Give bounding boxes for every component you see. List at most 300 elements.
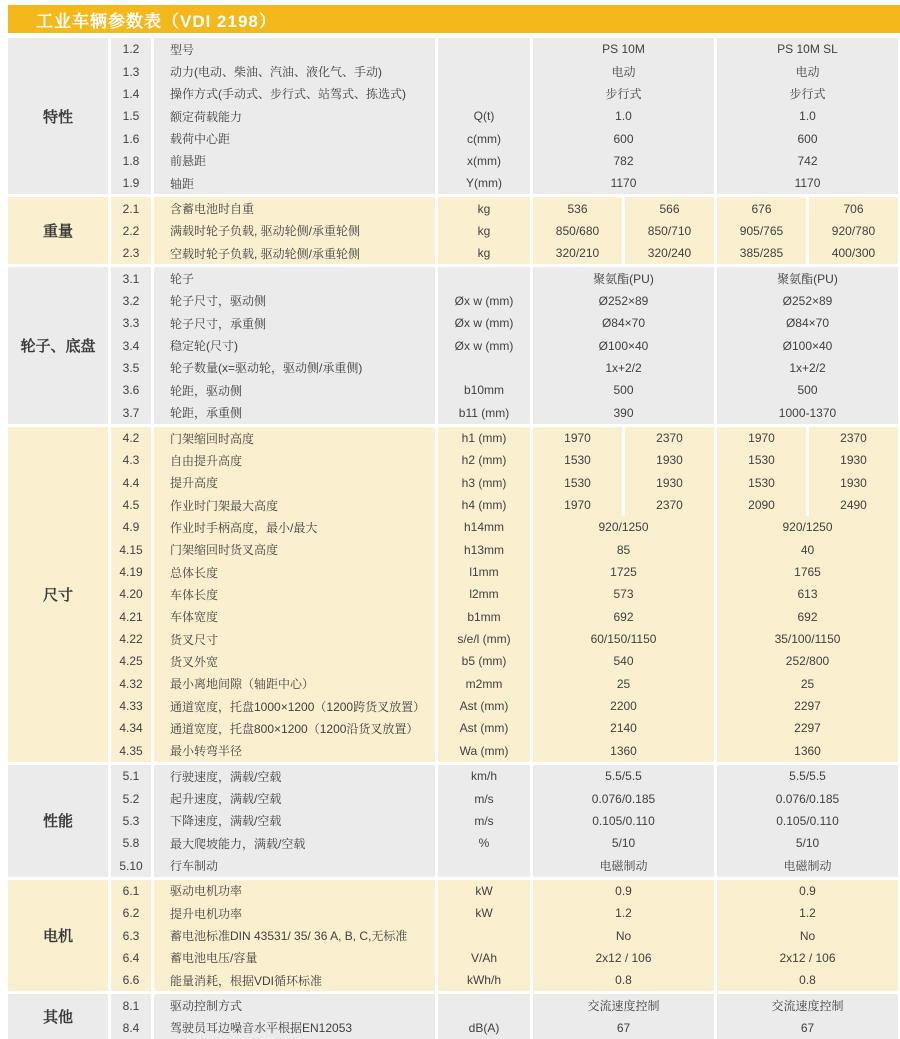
value-cell: 电动 [717, 60, 898, 82]
value-cell: 5/10 [533, 832, 714, 854]
row-number: 1.9 [111, 172, 151, 194]
value-cell: 1360 [717, 740, 898, 762]
value-cell: 600 [717, 127, 898, 149]
row-description: 空载时轮子负载, 驱动轮侧/承重轮侧 [154, 242, 435, 264]
value-cell: 1765 [717, 561, 898, 583]
table-row [111, 924, 898, 946]
row-description: 轮子数量(x=驱动轮，驱动侧/承重侧) [154, 357, 435, 379]
table-row [111, 583, 898, 605]
value-cell: 1.2 [533, 902, 714, 924]
value-cell: 1930 [809, 449, 898, 471]
unit-cell: Q(t) [438, 105, 530, 127]
table-row [111, 740, 898, 762]
value-cell: 320/240 [625, 242, 714, 264]
row-number: 4.9 [111, 516, 151, 538]
table-row [111, 83, 898, 105]
value-cell: 1930 [625, 449, 714, 471]
row-number: 6.1 [111, 880, 151, 902]
value-cell: 5.5/5.5 [533, 765, 714, 787]
section-电机 [8, 880, 898, 992]
unit-cell: % [438, 832, 530, 854]
unit-cell: m/s [438, 810, 530, 832]
value-cell: 0.9 [717, 880, 898, 902]
value-cell: 0.8 [717, 969, 898, 991]
unit-cell: h2 (mm) [438, 449, 530, 471]
value-cell: 1530 [533, 449, 622, 471]
unit-cell [438, 267, 530, 289]
value-cell: 35/100/1150 [717, 628, 898, 650]
row-number: 1.5 [111, 105, 151, 127]
row-description: 作业时手柄高度，最小/最大 [154, 516, 435, 538]
value-cell: 1x+2/2 [717, 357, 898, 379]
unit-cell [438, 994, 530, 1016]
value-cell: 1.0 [717, 105, 898, 127]
value-cell: 500 [533, 379, 714, 401]
value-cell: 500 [717, 379, 898, 401]
section-rows [111, 267, 898, 423]
table-row [111, 902, 898, 924]
row-number: 4.4 [111, 472, 151, 494]
value-cell: 613 [717, 583, 898, 605]
value-cell: 0.105/0.110 [533, 810, 714, 832]
value-cell: Ø84×70 [717, 312, 898, 334]
value-cell: 566 [625, 197, 714, 219]
value-cell: 742 [717, 150, 898, 172]
unit-cell: b5 (mm) [438, 650, 530, 672]
row-number: 4.15 [111, 539, 151, 561]
unit-cell: l2mm [438, 583, 530, 605]
row-number: 4.19 [111, 561, 151, 583]
row-description: 门架缩回时货叉高度 [154, 539, 435, 561]
section-label: 尺寸 [8, 427, 108, 762]
unit-cell: h1 (mm) [438, 427, 530, 449]
unit-cell [438, 357, 530, 379]
unit-cell: h13mm [438, 539, 530, 561]
row-description: 车体长度 [154, 583, 435, 605]
table-row [111, 312, 898, 334]
table-row [111, 402, 898, 424]
row-description: 额定荷载能力 [154, 105, 435, 127]
row-number: 3.6 [111, 379, 151, 401]
value-cell: Ø252×89 [533, 290, 714, 312]
row-number: 3.5 [111, 357, 151, 379]
table-row [111, 516, 898, 538]
row-number: 4.20 [111, 583, 151, 605]
value-cell: 0.105/0.110 [717, 810, 898, 832]
value-cell: 步行式 [717, 83, 898, 105]
row-number: 4.32 [111, 673, 151, 695]
row-number: 3.1 [111, 267, 151, 289]
row-description: 满载时轮子负载, 驱动轮侧/承重轮侧 [154, 220, 435, 242]
value-cell: 1000-1370 [717, 402, 898, 424]
row-number: 6.6 [111, 969, 151, 991]
value-cell: 25 [533, 673, 714, 695]
value-cell: 2297 [717, 717, 898, 739]
value-cell: 1970 [533, 494, 622, 516]
section-rows [111, 880, 898, 992]
row-description: 提升电机功率 [154, 902, 435, 924]
row-number: 5.10 [111, 854, 151, 876]
table-row [111, 379, 898, 401]
row-description: 行车制动 [154, 854, 435, 876]
row-number: 1.3 [111, 60, 151, 82]
table-row [111, 449, 898, 471]
table-row [111, 880, 898, 902]
table-row [111, 472, 898, 494]
value-cell: 电磁制动 [717, 854, 898, 876]
row-description: 轮子尺寸，承重侧 [154, 312, 435, 334]
value-cell: 1530 [717, 449, 806, 471]
value-cell: 1530 [717, 472, 806, 494]
table-row [111, 38, 898, 60]
row-number: 1.2 [111, 38, 151, 60]
value-cell: 2370 [625, 427, 714, 449]
table-row [111, 150, 898, 172]
section-rows [111, 38, 898, 194]
table-row [111, 1017, 898, 1039]
unit-cell: h3 (mm) [438, 472, 530, 494]
value-cell: Ø100×40 [533, 334, 714, 356]
value-cell: 2x12 / 106 [533, 947, 714, 969]
section-label: 其他 [8, 994, 108, 1039]
value-cell: 交流速度控制 [717, 994, 898, 1016]
value-cell: 40 [717, 539, 898, 561]
row-description: 通道宽度，托盘800×1200（1200沿货叉放置） [154, 717, 435, 739]
row-number: 2.1 [111, 197, 151, 219]
row-description: 动力(电动、柴油、汽油、液化气、手动) [154, 60, 435, 82]
value-cell: 252/800 [717, 650, 898, 672]
row-description: 最小转弯半径 [154, 740, 435, 762]
section-其他 [8, 994, 898, 1039]
row-description: 蓄电池电压/容量 [154, 947, 435, 969]
value-cell: 573 [533, 583, 714, 605]
row-description: 载荷中心距 [154, 127, 435, 149]
value-cell: 聚氨酯(PU) [533, 267, 714, 289]
value-cell: 706 [809, 197, 898, 219]
value-cell: 1.0 [533, 105, 714, 127]
row-description: 轮距，驱动侧 [154, 379, 435, 401]
section-label: 重量 [8, 197, 108, 264]
unit-cell: s/e/l (mm) [438, 628, 530, 650]
value-cell: 320/210 [533, 242, 622, 264]
unit-cell: c(mm) [438, 127, 530, 149]
value-cell: 1930 [809, 472, 898, 494]
value-cell: 1170 [533, 172, 714, 194]
row-description: 驱动控制方式 [154, 994, 435, 1016]
value-cell: 0.9 [533, 880, 714, 902]
spec-table [8, 38, 898, 1039]
unit-cell [438, 924, 530, 946]
value-cell: 920/1250 [533, 516, 714, 538]
table-row [111, 787, 898, 809]
row-description: 驱动电机功率 [154, 880, 435, 902]
row-number: 5.1 [111, 765, 151, 787]
table-row [111, 172, 898, 194]
row-number: 5.8 [111, 832, 151, 854]
value-cell: No [533, 924, 714, 946]
value-cell: 25 [717, 673, 898, 695]
row-description: 操作方式(手动式、步行式、站驾式、拣选式) [154, 83, 435, 105]
unit-cell: b11 (mm) [438, 402, 530, 424]
table-row [111, 628, 898, 650]
section-rows [111, 994, 898, 1039]
value-cell: 0.076/0.185 [717, 787, 898, 809]
value-cell: PS 10M [533, 38, 714, 60]
section-rows [111, 427, 898, 762]
unit-cell: h14mm [438, 516, 530, 538]
unit-cell [438, 83, 530, 105]
value-cell: Ø100×40 [717, 334, 898, 356]
table-row [111, 427, 898, 449]
unit-cell: dB(A) [438, 1017, 530, 1039]
value-cell: 5/10 [717, 832, 898, 854]
row-description: 起升速度，满载/空载 [154, 787, 435, 809]
row-number: 4.35 [111, 740, 151, 762]
row-number: 1.6 [111, 127, 151, 149]
row-description: 稳定轮(尺寸) [154, 334, 435, 356]
value-cell: 2x12 / 106 [717, 947, 898, 969]
page-title-bar [8, 5, 900, 33]
value-cell: 905/765 [717, 220, 806, 242]
value-cell: 67 [533, 1017, 714, 1039]
row-number: 1.4 [111, 83, 151, 105]
section-轮子、底盘 [8, 267, 898, 423]
value-cell: 692 [533, 606, 714, 628]
row-number: 8.1 [111, 994, 151, 1016]
value-cell: PS 10M SL [717, 38, 898, 60]
value-cell: 692 [717, 606, 898, 628]
value-cell: 1970 [717, 427, 806, 449]
row-description: 驾驶员耳边噪音水平根据EN12053 [154, 1017, 435, 1039]
value-cell: 5.5/5.5 [717, 765, 898, 787]
row-description: 前悬距 [154, 150, 435, 172]
row-number: 3.4 [111, 334, 151, 356]
unit-cell: x(mm) [438, 150, 530, 172]
row-number: 4.34 [111, 717, 151, 739]
value-cell: Ø252×89 [717, 290, 898, 312]
value-cell: 电动 [533, 60, 714, 82]
table-row [111, 357, 898, 379]
unit-cell: Ast (mm) [438, 695, 530, 717]
unit-cell: kW [438, 880, 530, 902]
section-label: 特性 [8, 38, 108, 194]
section-rows [111, 765, 898, 877]
table-row [111, 127, 898, 149]
unit-cell [438, 38, 530, 60]
value-cell: 782 [533, 150, 714, 172]
value-cell: 1x+2/2 [533, 357, 714, 379]
unit-cell: m/s [438, 787, 530, 809]
row-number: 4.33 [111, 695, 151, 717]
row-description: 含蓄电池时自重 [154, 197, 435, 219]
value-cell: 2370 [625, 494, 714, 516]
row-number: 2.2 [111, 220, 151, 242]
table-row [111, 650, 898, 672]
row-description: 总体长度 [154, 561, 435, 583]
value-cell: 676 [717, 197, 806, 219]
row-number: 4.21 [111, 606, 151, 628]
unit-cell: V/Ah [438, 947, 530, 969]
row-description: 轮子 [154, 267, 435, 289]
row-number: 6.4 [111, 947, 151, 969]
value-cell: 60/150/1150 [533, 628, 714, 650]
table-row [111, 810, 898, 832]
value-cell: 1.2 [717, 902, 898, 924]
value-cell: 920/780 [809, 220, 898, 242]
section-rows [111, 197, 898, 264]
unit-cell: h4 (mm) [438, 494, 530, 516]
row-description: 提升高度 [154, 472, 435, 494]
row-number: 4.5 [111, 494, 151, 516]
table-row [111, 105, 898, 127]
unit-cell: Øx w (mm) [438, 312, 530, 334]
value-cell: 2370 [809, 427, 898, 449]
table-row [111, 267, 898, 289]
row-description: 最大爬坡能力，满载/空载 [154, 832, 435, 854]
row-description: 轮子尺寸，驱动侧 [154, 290, 435, 312]
table-row [111, 717, 898, 739]
unit-cell [438, 854, 530, 876]
row-number: 6.3 [111, 924, 151, 946]
row-description: 门架缩回时高度 [154, 427, 435, 449]
value-cell: 步行式 [533, 83, 714, 105]
unit-cell: m2mm [438, 673, 530, 695]
row-description: 蓄电池标准DIN 43531/ 35/ 36 A, B, C,无标准 [154, 924, 435, 946]
unit-cell: b1mm [438, 606, 530, 628]
table-row [111, 854, 898, 876]
value-cell: 85 [533, 539, 714, 561]
unit-cell: Wa (mm) [438, 740, 530, 762]
value-cell: 400/300 [809, 242, 898, 264]
section-label: 轮子、底盘 [8, 267, 108, 423]
row-description: 货叉外宽 [154, 650, 435, 672]
value-cell: 1725 [533, 561, 714, 583]
row-number: 2.3 [111, 242, 151, 264]
row-number: 4.3 [111, 449, 151, 471]
value-cell: 1970 [533, 427, 622, 449]
section-性能 [8, 765, 898, 877]
value-cell: 1360 [533, 740, 714, 762]
value-cell: 390 [533, 402, 714, 424]
row-number: 4.2 [111, 427, 151, 449]
row-description: 轮距，承重侧 [154, 402, 435, 424]
row-number: 3.2 [111, 290, 151, 312]
section-特性 [8, 38, 898, 194]
value-cell: 0.076/0.185 [533, 787, 714, 809]
value-cell: 交流速度控制 [533, 994, 714, 1016]
unit-cell: Y(mm) [438, 172, 530, 194]
row-description: 货叉尺寸 [154, 628, 435, 650]
unit-cell: km/h [438, 765, 530, 787]
value-cell: 1930 [625, 472, 714, 494]
table-row [111, 197, 898, 219]
table-row [111, 606, 898, 628]
row-description: 通道宽度，托盘1000×1200（1200跨货叉放置） [154, 695, 435, 717]
table-row [111, 220, 898, 242]
table-row [111, 765, 898, 787]
table-row [111, 290, 898, 312]
unit-cell: l1mm [438, 561, 530, 583]
value-cell: 2140 [533, 717, 714, 739]
row-number: 3.3 [111, 312, 151, 334]
table-row [111, 60, 898, 82]
table-row [111, 994, 898, 1016]
section-尺寸 [8, 427, 898, 762]
value-cell: 2200 [533, 695, 714, 717]
value-cell: 540 [533, 650, 714, 672]
table-row [111, 561, 898, 583]
unit-cell: kW [438, 902, 530, 924]
row-description: 轴距 [154, 172, 435, 194]
row-number: 3.7 [111, 402, 151, 424]
unit-cell: Øx w (mm) [438, 290, 530, 312]
table-row [111, 695, 898, 717]
value-cell: 2490 [809, 494, 898, 516]
section-label: 电机 [8, 880, 108, 992]
row-number: 5.2 [111, 787, 151, 809]
page-title: 工业车辆参数表（VDI 2198） [36, 11, 277, 31]
table-row [111, 969, 898, 991]
section-重量 [8, 197, 898, 264]
value-cell: 2090 [717, 494, 806, 516]
unit-cell [438, 60, 530, 82]
row-number: 8.4 [111, 1017, 151, 1039]
table-row [111, 242, 898, 264]
unit-cell: kg [438, 197, 530, 219]
row-description: 自由提升高度 [154, 449, 435, 471]
value-cell: 385/285 [717, 242, 806, 264]
value-cell: 聚氨酯(PU) [717, 267, 898, 289]
row-description: 最小离地间隙（轴距中心） [154, 673, 435, 695]
section-label: 性能 [8, 765, 108, 877]
unit-cell: Ast (mm) [438, 717, 530, 739]
value-cell: 2297 [717, 695, 898, 717]
value-cell: 电磁制动 [533, 854, 714, 876]
row-description: 型号 [154, 38, 435, 60]
value-cell: 600 [533, 127, 714, 149]
value-cell: 850/680 [533, 220, 622, 242]
value-cell: Ø84×70 [533, 312, 714, 334]
unit-cell: kg [438, 220, 530, 242]
table-row [111, 334, 898, 356]
table-row [111, 832, 898, 854]
row-number: 6.2 [111, 902, 151, 924]
row-number: 4.25 [111, 650, 151, 672]
unit-cell: Øx w (mm) [438, 334, 530, 356]
value-cell: 920/1250 [717, 516, 898, 538]
value-cell: 1530 [533, 472, 622, 494]
unit-cell: kWh/h [438, 969, 530, 991]
unit-cell: kg [438, 242, 530, 264]
row-description: 作业时门架最大高度 [154, 494, 435, 516]
table-row [111, 539, 898, 561]
row-description: 行驶速度，满载/空载 [154, 765, 435, 787]
value-cell: 536 [533, 197, 622, 219]
row-description: 能量消耗，根据VDI循环标准 [154, 969, 435, 991]
row-number: 4.22 [111, 628, 151, 650]
table-row [111, 947, 898, 969]
value-cell: No [717, 924, 898, 946]
row-number: 1.8 [111, 150, 151, 172]
value-cell: 67 [717, 1017, 898, 1039]
table-row [111, 494, 898, 516]
row-number: 5.3 [111, 810, 151, 832]
value-cell: 1170 [717, 172, 898, 194]
table-row [111, 673, 898, 695]
row-description: 下降速度，满载/空载 [154, 810, 435, 832]
row-description: 车体宽度 [154, 606, 435, 628]
value-cell: 850/710 [625, 220, 714, 242]
